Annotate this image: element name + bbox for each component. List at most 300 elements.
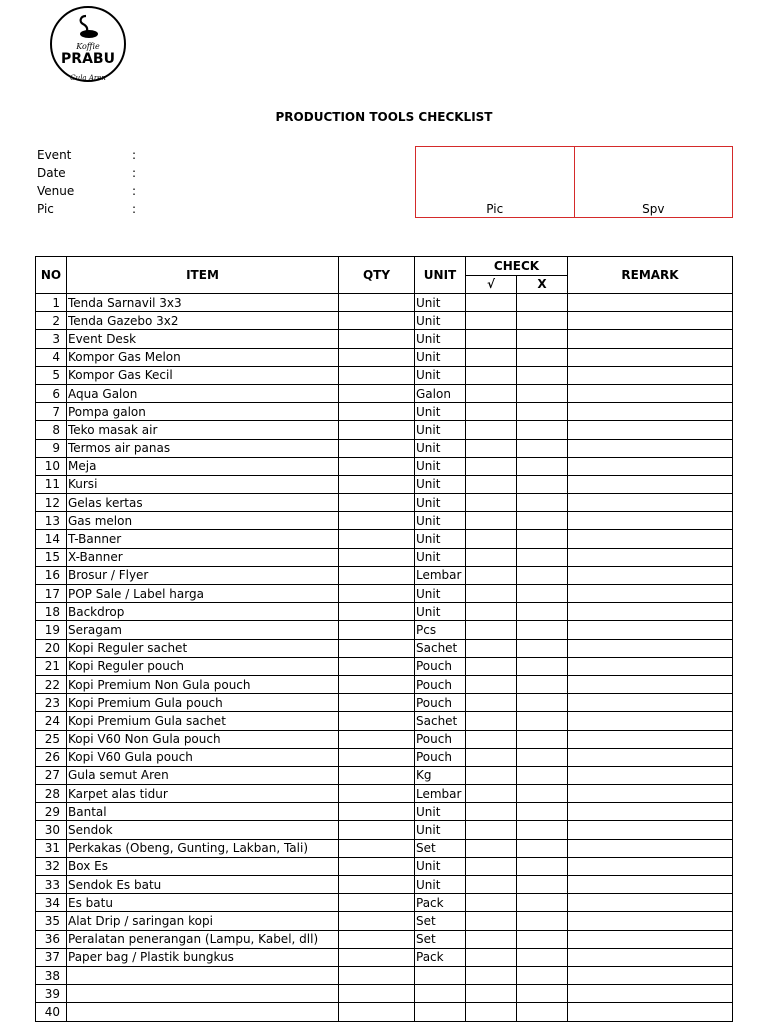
row-number: 20	[36, 639, 67, 657]
row-remark[interactable]	[568, 930, 733, 948]
table-row	[36, 912, 733, 930]
row-remark[interactable]	[568, 494, 733, 512]
header-no: NO	[36, 257, 67, 294]
row-number: 28	[36, 785, 67, 803]
row-remark[interactable]	[568, 839, 733, 857]
row-number: 6	[36, 384, 67, 402]
table-row	[36, 857, 733, 875]
row-check-yes[interactable]	[466, 585, 517, 603]
row-remark[interactable]	[568, 876, 733, 894]
row-remark[interactable]	[568, 675, 733, 693]
row-check-no[interactable]	[517, 366, 568, 384]
row-qty[interactable]	[339, 766, 415, 784]
row-number: 8	[36, 421, 67, 439]
row-check-no[interactable]	[517, 603, 568, 621]
table-row	[36, 330, 733, 348]
row-qty[interactable]	[339, 876, 415, 894]
table-row	[36, 894, 733, 912]
table-row	[36, 585, 733, 603]
header-item: ITEM	[67, 257, 339, 294]
row-unit: Unit	[415, 530, 466, 548]
row-unit: Unit	[415, 330, 466, 348]
row-qty[interactable]	[339, 857, 415, 875]
row-check-no[interactable]	[517, 803, 568, 821]
row-qty[interactable]	[339, 730, 415, 748]
row-qty[interactable]	[339, 421, 415, 439]
row-qty[interactable]	[339, 603, 415, 621]
row-unit: Pcs	[415, 621, 466, 639]
row-check-no[interactable]	[517, 348, 568, 366]
row-check-yes[interactable]	[466, 712, 517, 730]
row-check-yes[interactable]	[466, 675, 517, 693]
row-item: Sendok Es batu	[67, 876, 339, 894]
row-check-yes[interactable]	[466, 603, 517, 621]
row-item: Kopi Premium Gula sachet	[67, 712, 339, 730]
row-number: 27	[36, 766, 67, 784]
row-item: Kursi	[67, 475, 339, 493]
table-row	[36, 748, 733, 766]
row-remark[interactable]	[568, 712, 733, 730]
row-check-no[interactable]	[517, 512, 568, 530]
row-qty[interactable]	[339, 803, 415, 821]
row-remark[interactable]	[568, 439, 733, 457]
row-check-yes[interactable]	[466, 366, 517, 384]
row-check-yes[interactable]	[466, 785, 517, 803]
table-row	[36, 839, 733, 857]
row-number: 24	[36, 712, 67, 730]
row-remark[interactable]	[568, 330, 733, 348]
row-check-yes[interactable]	[466, 639, 517, 657]
row-item: X-Banner	[67, 548, 339, 566]
row-qty[interactable]	[339, 348, 415, 366]
row-qty[interactable]	[339, 366, 415, 384]
row-remark[interactable]	[568, 894, 733, 912]
table-row	[36, 439, 733, 457]
row-unit: Set	[415, 839, 466, 857]
row-qty[interactable]	[339, 930, 415, 948]
table-row	[36, 457, 733, 475]
row-check-yes[interactable]	[466, 421, 517, 439]
row-check-no[interactable]	[517, 403, 568, 421]
header-remark: REMARK	[568, 257, 733, 294]
row-item: POP Sale / Label harga	[67, 585, 339, 603]
row-qty[interactable]	[339, 821, 415, 839]
row-unit: Pouch	[415, 694, 466, 712]
row-check-no[interactable]	[517, 439, 568, 457]
row-check-no[interactable]	[517, 1003, 568, 1021]
row-item: Termos air panas	[67, 439, 339, 457]
row-check-no[interactable]	[517, 330, 568, 348]
row-remark[interactable]	[568, 1003, 733, 1021]
row-remark[interactable]	[568, 348, 733, 366]
row-remark[interactable]	[568, 657, 733, 675]
table-row	[36, 366, 733, 384]
row-check-yes[interactable]	[466, 912, 517, 930]
row-item: Kompor Gas Melon	[67, 348, 339, 366]
row-check-no[interactable]	[517, 294, 568, 312]
spv-signature-cell[interactable]	[574, 147, 733, 217]
row-qty[interactable]	[339, 694, 415, 712]
header-unit: UNIT	[415, 257, 466, 294]
row-check-yes[interactable]	[466, 803, 517, 821]
row-check-no[interactable]	[517, 930, 568, 948]
row-qty[interactable]	[339, 839, 415, 857]
row-check-yes[interactable]	[466, 494, 517, 512]
row-check-no[interactable]	[517, 785, 568, 803]
row-check-yes[interactable]	[466, 821, 517, 839]
table-row	[36, 694, 733, 712]
row-check-yes[interactable]	[466, 966, 517, 984]
row-remark[interactable]	[568, 966, 733, 984]
row-qty[interactable]	[339, 439, 415, 457]
row-number: 26	[36, 748, 67, 766]
row-number: 33	[36, 876, 67, 894]
row-number: 5	[36, 366, 67, 384]
row-remark[interactable]	[568, 785, 733, 803]
row-remark[interactable]	[568, 766, 733, 784]
row-unit: Lembar	[415, 566, 466, 584]
brand-logo	[48, 6, 132, 84]
row-item: Tenda Sarnavil 3x3	[67, 294, 339, 312]
row-number: 3	[36, 330, 67, 348]
row-check-yes[interactable]	[466, 930, 517, 948]
row-remark[interactable]	[568, 457, 733, 475]
row-remark[interactable]	[568, 512, 733, 530]
row-check-no[interactable]	[517, 948, 568, 966]
row-check-yes[interactable]	[466, 839, 517, 857]
row-unit: Unit	[415, 876, 466, 894]
row-remark[interactable]	[568, 985, 733, 1003]
row-item: Kopi V60 Gula pouch	[67, 748, 339, 766]
row-qty[interactable]	[339, 530, 415, 548]
row-check-no[interactable]	[517, 457, 568, 475]
row-check-no[interactable]	[517, 894, 568, 912]
row-item: Aqua Galon	[67, 384, 339, 402]
row-check-yes[interactable]	[466, 475, 517, 493]
row-check-yes[interactable]	[466, 294, 517, 312]
table-row	[36, 639, 733, 657]
venue-colon: :	[132, 184, 137, 198]
row-check-no[interactable]	[517, 985, 568, 1003]
row-qty[interactable]	[339, 494, 415, 512]
row-item: Bantal	[67, 803, 339, 821]
row-check-yes[interactable]	[466, 766, 517, 784]
row-number: 16	[36, 566, 67, 584]
row-qty[interactable]	[339, 585, 415, 603]
table-row	[36, 603, 733, 621]
row-qty[interactable]	[339, 512, 415, 530]
row-check-no[interactable]	[517, 548, 568, 566]
row-check-no[interactable]	[517, 766, 568, 784]
row-check-yes[interactable]	[466, 876, 517, 894]
row-qty[interactable]	[339, 548, 415, 566]
row-check-yes[interactable]	[466, 330, 517, 348]
row-unit: Pouch	[415, 675, 466, 693]
row-check-no[interactable]	[517, 494, 568, 512]
row-remark[interactable]	[568, 621, 733, 639]
date-colon: :	[132, 166, 137, 180]
page-title: PRODUCTION TOOLS CHECKLIST	[275, 110, 493, 124]
header-check: CHECK	[466, 257, 568, 276]
row-remark[interactable]	[568, 694, 733, 712]
checklist-table	[35, 256, 733, 1022]
row-qty[interactable]	[339, 639, 415, 657]
row-item: Seragam	[67, 621, 339, 639]
row-qty[interactable]	[339, 948, 415, 966]
row-check-no[interactable]	[517, 694, 568, 712]
table-row	[36, 312, 733, 330]
row-check-no[interactable]	[517, 566, 568, 584]
table-row	[36, 1003, 733, 1021]
row-remark[interactable]	[568, 312, 733, 330]
row-number: 13	[36, 512, 67, 530]
row-check-no[interactable]	[517, 585, 568, 603]
row-remark[interactable]	[568, 585, 733, 603]
row-number: 18	[36, 603, 67, 621]
row-unit: Kg	[415, 766, 466, 784]
row-number: 40	[36, 1003, 67, 1021]
spv-signature-label: Spv	[642, 202, 665, 216]
row-unit: Pouch	[415, 657, 466, 675]
row-unit: Pouch	[415, 748, 466, 766]
row-qty[interactable]	[339, 748, 415, 766]
row-unit: Galon	[415, 384, 466, 402]
row-item: Box Es	[67, 857, 339, 875]
row-item: Kopi Reguler sachet	[67, 639, 339, 657]
table-row	[36, 548, 733, 566]
row-check-yes[interactable]	[466, 748, 517, 766]
table-row	[36, 948, 733, 966]
row-check-no[interactable]	[517, 966, 568, 984]
row-qty[interactable]	[339, 294, 415, 312]
row-remark[interactable]	[568, 821, 733, 839]
table-row	[36, 785, 733, 803]
row-item	[67, 1003, 339, 1021]
row-qty[interactable]	[339, 566, 415, 584]
row-number: 10	[36, 457, 67, 475]
row-item: Kompor Gas Kecil	[67, 366, 339, 384]
row-item: Gelas kertas	[67, 494, 339, 512]
row-check-yes[interactable]	[466, 894, 517, 912]
row-check-yes[interactable]	[466, 548, 517, 566]
row-check-yes[interactable]	[466, 948, 517, 966]
row-remark[interactable]	[568, 639, 733, 657]
row-item: Perkakas (Obeng, Gunting, Lakban, Tali)	[67, 839, 339, 857]
row-qty[interactable]	[339, 712, 415, 730]
row-check-yes[interactable]	[466, 1003, 517, 1021]
row-remark[interactable]	[568, 366, 733, 384]
table-row	[36, 294, 733, 312]
row-number: 2	[36, 312, 67, 330]
row-check-yes[interactable]	[466, 530, 517, 548]
row-check-no[interactable]	[517, 530, 568, 548]
row-unit: Unit	[415, 348, 466, 366]
row-unit: Unit	[415, 403, 466, 421]
row-unit: Unit	[415, 294, 466, 312]
table-row	[36, 730, 733, 748]
row-qty[interactable]	[339, 912, 415, 930]
row-remark[interactable]	[568, 566, 733, 584]
header-check-no: X	[517, 275, 568, 294]
row-check-no[interactable]	[517, 821, 568, 839]
row-remark[interactable]	[568, 603, 733, 621]
row-unit: Unit	[415, 475, 466, 493]
row-qty[interactable]	[339, 675, 415, 693]
table-row	[36, 821, 733, 839]
row-check-no[interactable]	[517, 384, 568, 402]
row-check-yes[interactable]	[466, 985, 517, 1003]
row-check-yes[interactable]	[466, 439, 517, 457]
row-unit: Unit	[415, 439, 466, 457]
row-check-no[interactable]	[517, 675, 568, 693]
row-item: Kopi Premium Gula pouch	[67, 694, 339, 712]
row-item: Gas melon	[67, 512, 339, 530]
row-unit: Sachet	[415, 639, 466, 657]
row-remark[interactable]	[568, 803, 733, 821]
row-qty[interactable]	[339, 785, 415, 803]
row-item: Event Desk	[67, 330, 339, 348]
row-check-no[interactable]	[517, 912, 568, 930]
row-check-no[interactable]	[517, 857, 568, 875]
row-remark[interactable]	[568, 912, 733, 930]
row-qty[interactable]	[339, 330, 415, 348]
row-item: T-Banner	[67, 530, 339, 548]
row-number: 25	[36, 730, 67, 748]
row-number: 32	[36, 857, 67, 875]
row-number: 30	[36, 821, 67, 839]
pic-colon: :	[132, 202, 137, 216]
row-qty[interactable]	[339, 312, 415, 330]
table-row	[36, 966, 733, 984]
row-number: 4	[36, 348, 67, 366]
row-item: Backdrop	[67, 603, 339, 621]
row-check-yes[interactable]	[466, 403, 517, 421]
pic-label: Pic	[37, 202, 54, 216]
row-item: Alat Drip / saringan kopi	[67, 912, 339, 930]
row-check-no[interactable]	[517, 712, 568, 730]
row-qty[interactable]	[339, 657, 415, 675]
row-qty[interactable]	[339, 457, 415, 475]
row-remark[interactable]	[568, 384, 733, 402]
row-qty[interactable]	[339, 985, 415, 1003]
row-check-no[interactable]	[517, 421, 568, 439]
row-remark[interactable]	[568, 294, 733, 312]
row-check-yes[interactable]	[466, 730, 517, 748]
row-unit: Pack	[415, 948, 466, 966]
row-item: Kopi V60 Non Gula pouch	[67, 730, 339, 748]
row-unit: Unit	[415, 457, 466, 475]
row-item: Karpet alas tidur	[67, 785, 339, 803]
row-remark[interactable]	[568, 948, 733, 966]
row-qty[interactable]	[339, 384, 415, 402]
table-row	[36, 348, 733, 366]
row-check-yes[interactable]	[466, 694, 517, 712]
table-row	[36, 657, 733, 675]
row-remark[interactable]	[568, 403, 733, 421]
row-item	[67, 985, 339, 1003]
row-unit: Unit	[415, 366, 466, 384]
row-number: 22	[36, 675, 67, 693]
row-number: 29	[36, 803, 67, 821]
header-qty: QTY	[339, 257, 415, 294]
row-number: 17	[36, 585, 67, 603]
row-qty[interactable]	[339, 1003, 415, 1021]
row-qty[interactable]	[339, 966, 415, 984]
row-unit	[415, 966, 466, 984]
row-remark[interactable]	[568, 857, 733, 875]
date-label: Date	[37, 166, 66, 180]
table-row	[36, 494, 733, 512]
row-check-no[interactable]	[517, 839, 568, 857]
row-remark[interactable]	[568, 530, 733, 548]
row-item: Brosur / Flyer	[67, 566, 339, 584]
pic-signature-cell[interactable]	[416, 147, 574, 217]
row-check-yes[interactable]	[466, 566, 517, 584]
row-number: 38	[36, 966, 67, 984]
row-item: Kopi Premium Non Gula pouch	[67, 675, 339, 693]
row-item: Kopi Reguler pouch	[67, 657, 339, 675]
row-check-yes[interactable]	[466, 657, 517, 675]
row-item: Tenda Gazebo 3x2	[67, 312, 339, 330]
table-row	[36, 803, 733, 821]
row-number: 31	[36, 839, 67, 857]
coffee-figure-icon	[80, 16, 98, 38]
row-check-yes[interactable]	[466, 857, 517, 875]
row-unit: Unit	[415, 312, 466, 330]
row-qty[interactable]	[339, 621, 415, 639]
table-row	[36, 985, 733, 1003]
row-check-yes[interactable]	[466, 384, 517, 402]
row-remark[interactable]	[568, 548, 733, 566]
row-qty[interactable]	[339, 475, 415, 493]
table-row	[36, 421, 733, 439]
signature-box	[415, 146, 733, 218]
header-check-yes: √	[466, 275, 517, 294]
row-check-no[interactable]	[517, 312, 568, 330]
table-row	[36, 621, 733, 639]
row-remark[interactable]	[568, 475, 733, 493]
row-item: Peralatan penerangan (Lampu, Kabel, dll)	[67, 930, 339, 948]
row-qty[interactable]	[339, 403, 415, 421]
row-check-no[interactable]	[517, 730, 568, 748]
row-remark[interactable]	[568, 421, 733, 439]
row-item: Paper bag / Plastik bungkus	[67, 948, 339, 966]
table-row	[36, 675, 733, 693]
row-check-yes[interactable]	[466, 457, 517, 475]
row-check-no[interactable]	[517, 475, 568, 493]
row-unit: Unit	[415, 603, 466, 621]
row-qty[interactable]	[339, 894, 415, 912]
row-remark[interactable]	[568, 730, 733, 748]
row-item: Teko masak air	[67, 421, 339, 439]
row-item: Es batu	[67, 894, 339, 912]
row-check-yes[interactable]	[466, 348, 517, 366]
row-unit: Unit	[415, 803, 466, 821]
row-check-no[interactable]	[517, 621, 568, 639]
row-unit: Unit	[415, 421, 466, 439]
row-check-yes[interactable]	[466, 512, 517, 530]
row-check-no[interactable]	[517, 657, 568, 675]
row-check-yes[interactable]	[466, 621, 517, 639]
row-check-no[interactable]	[517, 876, 568, 894]
row-number: 36	[36, 930, 67, 948]
table-row	[36, 512, 733, 530]
row-check-yes[interactable]	[466, 312, 517, 330]
row-check-no[interactable]	[517, 748, 568, 766]
table-row	[36, 876, 733, 894]
row-check-no[interactable]	[517, 639, 568, 657]
row-remark[interactable]	[568, 748, 733, 766]
